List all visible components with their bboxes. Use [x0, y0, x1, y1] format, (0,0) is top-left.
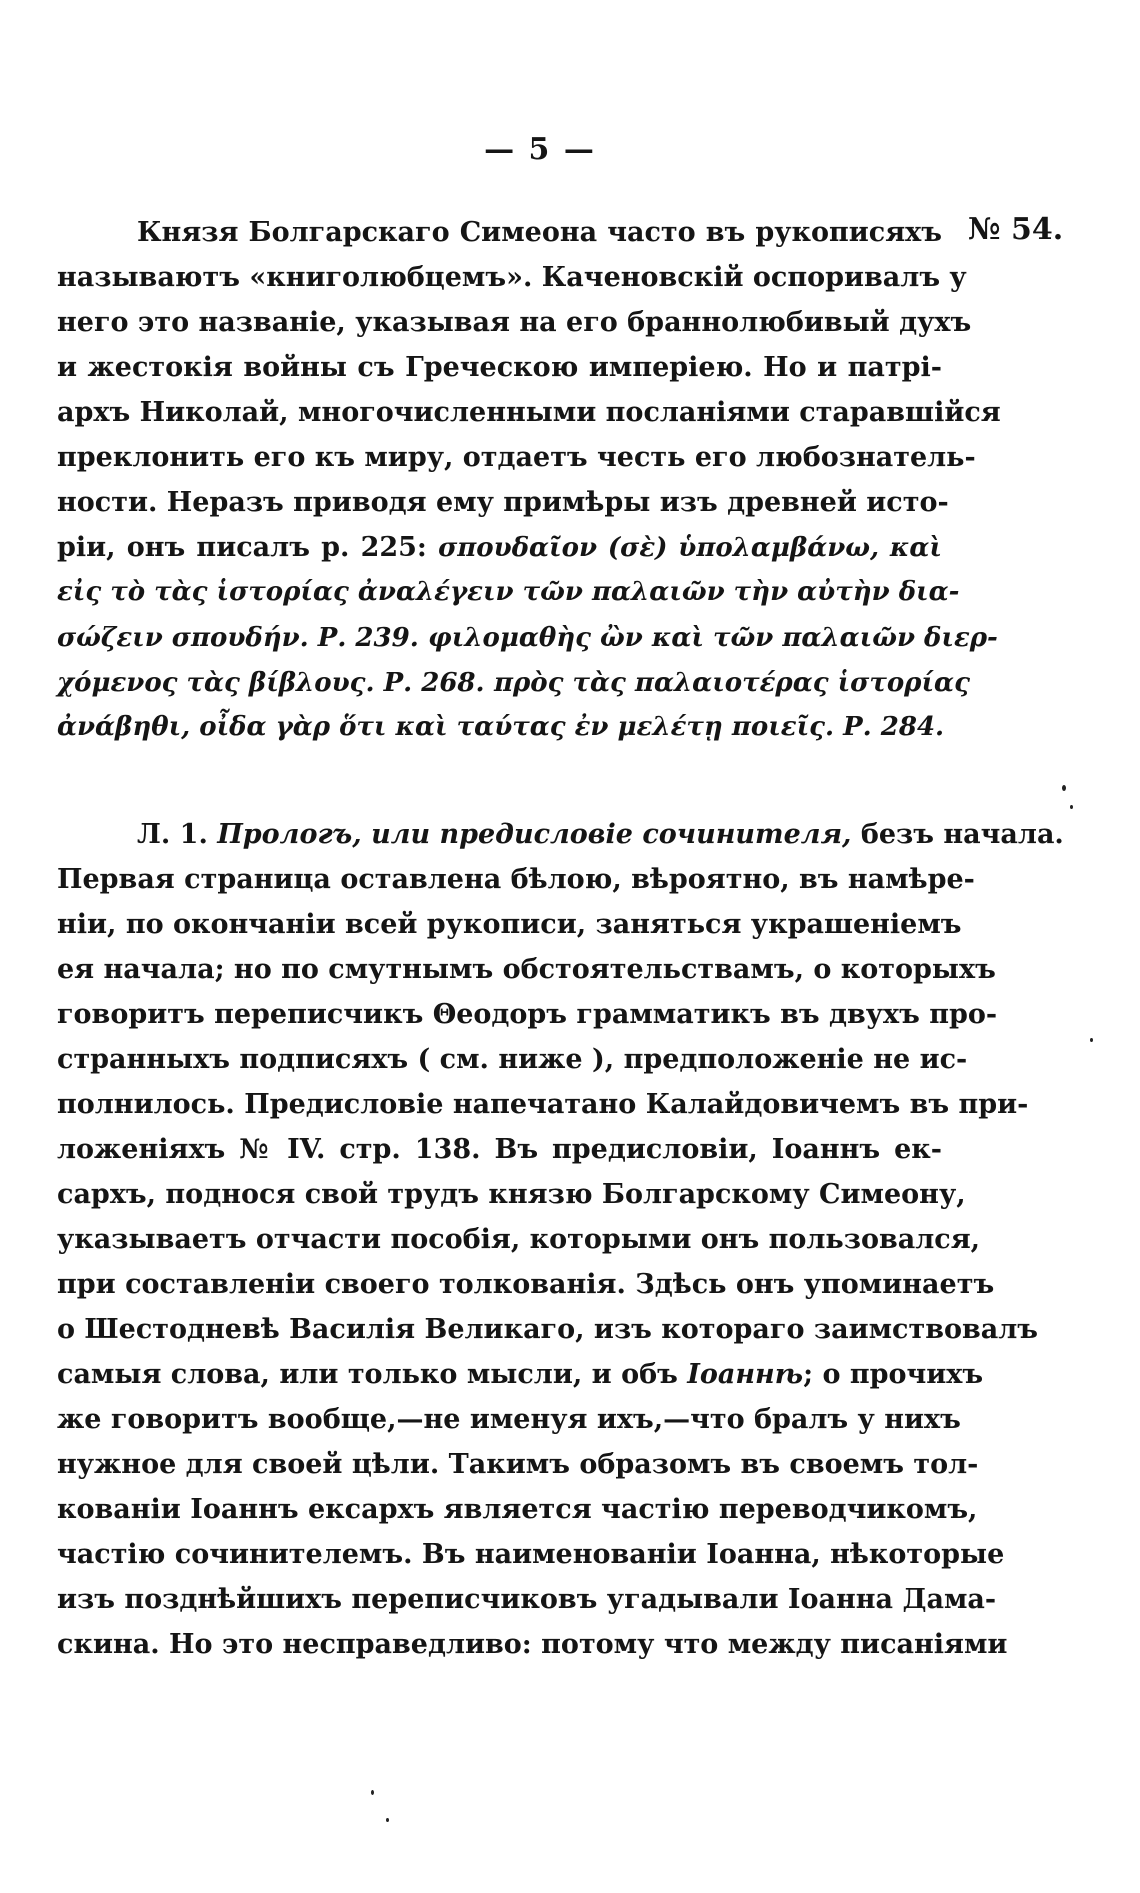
text-line: частiю сочинителемъ. Въ наименованiи Iоанна, нѣкоторые: [57, 1539, 1005, 1570]
text-line: ея начала; но по смутнымъ обстоятельствамъ, о которыхъ: [57, 954, 996, 985]
text-segment: рiи, онъ писалъ р. 225:: [57, 532, 427, 563]
print-speck: [371, 1790, 374, 1795]
text-segment: ; о прочихъ: [803, 1359, 984, 1390]
text-line: нужное для своей цѣли. Такимъ образомъ въ своемъ тол-: [57, 1449, 979, 1480]
greek-quote: σπουδαῖον (σὲ) ὑπολαμβάνω, καὶ: [438, 533, 942, 563]
text-line: преклонить его къ миру, отдаетъ честь его любознатель-: [57, 442, 976, 473]
text-line: полнилось. Предисловiе напечатано Калайдовичемъ въ при-: [57, 1089, 1029, 1120]
text-line: архъ Николай, многочисленными посланiями старавшiйся: [57, 397, 1001, 428]
greek-line: εἰς τὸ τὰς ἱστορίας ἀναλέγειν τῶν παλαιῶν τὴν αὐτὴν δια-: [57, 577, 960, 607]
print-speck: [386, 1818, 389, 1822]
text-line: нiи, по окончанiи всей рукописи, заняться украшенiемъ: [57, 909, 962, 940]
text-line: кованiи Iоаннъ ексархъ является частiю переводчикомъ,: [57, 1494, 978, 1525]
lead-rest: безъ начала.: [860, 819, 1064, 850]
text-line: Князя Болгарскаго Симеона часто въ рукописяхъ: [137, 217, 942, 248]
page-number: — 5 —: [484, 132, 596, 167]
text-line: о Шестодневѣ Василiя Великаго, изъ котораго заимствовалъ: [57, 1314, 1039, 1345]
text-line: ложенiяхъ № IV. стр. 138. Въ предисловiи, Iоаннъ ек-: [57, 1134, 942, 1165]
text-line: странныхъ подписяхъ ( см. ниже ), предположенiе не ис-: [57, 1044, 968, 1075]
text-line: указываетъ отчасти пособiя, которыми онъ пользовался,: [57, 1224, 981, 1255]
text-line: него это названiе, указывая на его браннолюбивый духъ: [57, 307, 972, 338]
text-line: говоритъ переписчикъ Θеодоръ грамматикъ въ двухъ про-: [57, 999, 998, 1030]
text-line: же говоритъ вообще,—не именуя ихъ,—что бралъ у нихъ: [57, 1404, 961, 1435]
folio-ref: Л. 1.: [137, 819, 208, 850]
margin-note: № 54.: [968, 212, 1064, 247]
greek-segment: χόμενος τὰς βίβλους. Р. 268.: [57, 668, 485, 698]
greek-segment: σώζειν σπουδήν. Р. 239.: [57, 623, 419, 653]
text-line: и жестокiя войны съ Греческою имперiею. Но и патрi-: [57, 352, 942, 383]
text-segment: самыя слова, или только мысли, и объ: [57, 1359, 678, 1390]
text-line: изъ позднѣйшихъ переписчиковъ угадывали Iоанна Дама-: [57, 1584, 997, 1615]
text-line: при составленiи своего толкованiя. Здѣсь онъ упоминаетъ: [57, 1269, 995, 1300]
text-line-mixed: [57, 660, 970, 705]
paragraph-1: [57, 210, 1001, 750]
text-line: называютъ «книголюбцемъ». Каченовскiй оспоривалъ у: [57, 262, 967, 293]
text-line: сархъ, подноcя свой трудъ князю Болгарскому Симеону,: [57, 1179, 966, 1210]
print-speck: [1090, 1038, 1093, 1042]
greek-line: ἀνάβηθι, οἶδα γὰρ ὅτι καὶ ταύτας ἐν μελέτῃ ποιεῖς. Р. 284.: [57, 712, 945, 742]
paragraph-lead: [57, 812, 1064, 857]
text-line-mixed: [57, 525, 942, 570]
paragraph-2: [57, 812, 1064, 1667]
print-speck: [1062, 785, 1066, 791]
text-line: ности. Неразъ приводя ему примѣры изъ древней исто-: [57, 487, 949, 518]
text-line-mixed: [57, 1352, 984, 1397]
italic-name: Iоаннѣ: [687, 1359, 804, 1390]
text-line-mixed: [57, 615, 998, 660]
text-line: Первая страница оставлена бѣлою, вѣроятно, въ намѣре-: [57, 864, 975, 895]
text-line: скина. Но это несправедливо: потому что между писанiями: [57, 1629, 1008, 1660]
greek-quote: πρὸς τὰς παλαιοτέρας ἱστορίας: [493, 668, 970, 698]
greek-quote: φιλομαθὴς ὢν καὶ τῶν παλαιῶν διερ-: [428, 623, 998, 653]
section-title: Прологъ, или предисловiе сочинителя,: [217, 819, 852, 850]
print-speck: [1070, 805, 1073, 809]
